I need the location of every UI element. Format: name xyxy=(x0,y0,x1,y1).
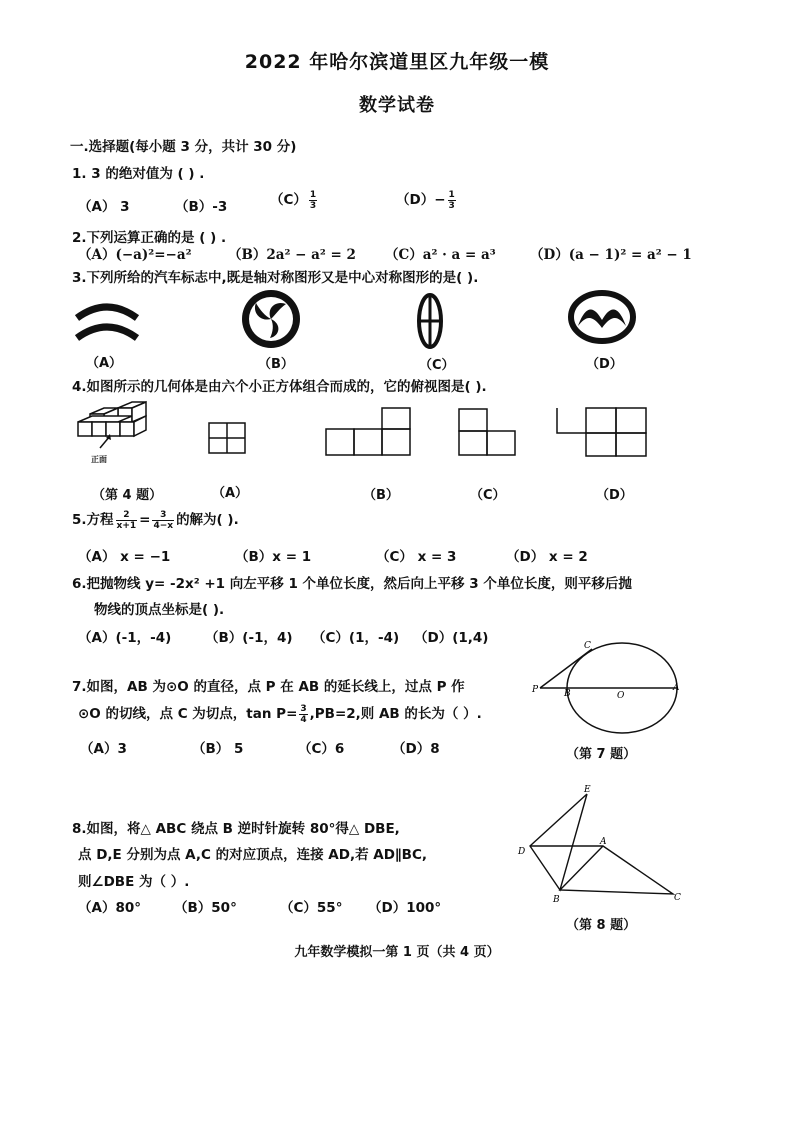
q1-d-denominator: 3 xyxy=(448,200,455,211)
q3-logo-b xyxy=(240,288,302,350)
q8-point-c: C xyxy=(674,893,681,903)
q3-label-b: （B） xyxy=(258,357,294,372)
q7-point-b: B xyxy=(564,689,571,699)
q8-point-a: A xyxy=(600,837,607,847)
q7-stem-line2-post: ,PB=2,则 AB 的长为（ ）. xyxy=(309,706,482,722)
q6-option-d: （D）(1,4) xyxy=(414,630,489,646)
q6-stem-line2: 物线的顶点坐标是( ). xyxy=(94,602,225,618)
q7-tan-den: 4 xyxy=(300,714,307,725)
q3-logo-a xyxy=(72,298,142,348)
q3-logo-d xyxy=(568,290,636,344)
q4-stem: 4.如图所示的几何体是由六个小正方体组合而成的，它的俯视图是( ). xyxy=(72,379,487,395)
q4-label-c: （C） xyxy=(470,488,506,503)
q1-stem: 1. 3 的绝对值为 ( ) . xyxy=(72,166,205,182)
q8-caption: （第 8 题） xyxy=(566,918,637,933)
q5-stem xyxy=(72,508,239,531)
page-footer: 九年数学模拟一第 1 页（共 4 页） xyxy=(294,945,500,960)
q7-point-a: A xyxy=(673,683,680,693)
q1-option-c-label: （C） xyxy=(270,192,307,208)
q5-option-c: （C） x = 3 xyxy=(376,549,457,565)
page-title: 2022 年哈尔滨道里区九年级一模 xyxy=(244,51,550,73)
q2-option-d: （D）(a − 1)² = a² − 1 xyxy=(530,247,692,263)
q4-label-a: （A） xyxy=(212,486,249,501)
q7-point-p: P xyxy=(532,685,539,695)
q3-label-a: （A） xyxy=(86,356,123,371)
q5-frac2-num: 3 xyxy=(152,510,174,521)
q1-option-b: （B）-3 xyxy=(175,199,228,215)
q4-view-b xyxy=(325,407,415,457)
q2-option-c: （C）a² · a = a³ xyxy=(385,247,496,263)
q6-option-a: （A）(-1，-4) xyxy=(78,630,172,646)
q5-frac1-num: 2 xyxy=(116,510,138,521)
q4-view-c xyxy=(458,408,518,458)
q4-view-a xyxy=(208,422,248,456)
q5-option-b: （B）x = 1 xyxy=(235,549,312,565)
q7-stem-line1: 7.如图，AB 为⊙O 的直径，点 P 在 AB 的延长线上，过点 P 作 xyxy=(72,679,465,695)
q7-option-b: （B） 5 xyxy=(192,741,244,757)
q4-label-d: （D） xyxy=(596,488,633,503)
q5-frac2-den: 4−x xyxy=(153,520,174,531)
q5-option-a: （A） x = −1 xyxy=(78,549,171,565)
q8-option-c: （C）55° xyxy=(280,900,343,916)
q1-c-numerator: 1 xyxy=(309,189,317,200)
q6-option-b: （B）(-1，4) xyxy=(205,630,293,646)
q8-point-d: D xyxy=(518,847,526,857)
q3-stem: 3.下列所给的汽车标志中,既是轴对称图形又是中心对称图形的是( ). xyxy=(72,270,479,286)
q8-option-a: （A）80° xyxy=(78,900,141,916)
q7-stem-line2 xyxy=(78,702,482,725)
q8-stem-line3: 则∠DBE 为（ ）. xyxy=(78,874,190,890)
q7-tan-num: 3 xyxy=(300,703,307,714)
q1-c-denominator: 3 xyxy=(309,200,317,211)
q4-caption: （第 4 题） xyxy=(92,488,163,503)
q7-option-c: （C）6 xyxy=(298,741,345,757)
q5-equals: = xyxy=(139,512,151,528)
q1-option-c xyxy=(270,188,319,211)
q3-label-d: （D） xyxy=(586,357,623,372)
q2-option-a: （A）(−a)²=−a² xyxy=(78,247,192,263)
q7-stem-line2-pre: ⊙O 的切线，点 C 为切点，tan P= xyxy=(78,706,298,722)
q3-label-c: （C） xyxy=(419,358,455,373)
q5-stem-pre: 5.方程 xyxy=(72,512,114,528)
q5-option-d: （D） x = 2 xyxy=(506,549,588,565)
q7-circle-figure xyxy=(530,640,690,740)
q7-option-d: （D）8 xyxy=(392,741,440,757)
q4-solid-figure xyxy=(74,400,154,470)
q7-option-a: （A）3 xyxy=(80,741,127,757)
section-heading: 一.选择题(每小题 3 分，共计 30 分) xyxy=(70,139,297,155)
q8-stem-line1: 8.如图，将△ ABC 绕点 B 逆时针旋转 80°得△ DBE, xyxy=(72,821,400,837)
q3-logo-c xyxy=(415,292,445,350)
q8-triangle-figure xyxy=(510,784,690,912)
q4-front-label: 正面 xyxy=(91,455,107,464)
q7-point-o: O xyxy=(617,691,625,701)
q1-d-numerator: 1 xyxy=(448,189,455,200)
q6-stem-line1: 6.把抛物线 y= -2x² +1 向左平移 1 个单位长度，然后向上平移 3 个单位长度，则平移后抛 xyxy=(72,576,632,592)
q7-point-c: C xyxy=(584,641,591,651)
q8-option-d: （D）100° xyxy=(368,900,442,916)
q8-option-b: （B）50° xyxy=(174,900,237,916)
q8-point-e: E xyxy=(584,785,591,795)
q5-frac1-den: x+1 xyxy=(116,520,137,531)
q4-view-d xyxy=(556,406,651,458)
q6-option-c: （C）(1，-4) xyxy=(312,630,400,646)
q1-option-d xyxy=(396,188,458,211)
q2-option-b: （B）2a² − a² = 2 xyxy=(228,247,356,263)
q2-stem: 2.下列运算正确的是 ( ) . xyxy=(72,230,227,246)
q1-option-d-label: （D）− xyxy=(396,192,446,208)
q8-stem-line2: 点 D,E 分别为点 A,C 的对应顶点，连接 AD,若 AD∥BC, xyxy=(78,847,428,863)
q1-option-a: （A） 3 xyxy=(78,199,130,215)
q8-point-b: B xyxy=(553,895,560,905)
q5-stem-post: 的解为( ). xyxy=(176,512,239,528)
page-subtitle: 数学试卷 xyxy=(359,95,435,116)
q7-caption: （第 7 题） xyxy=(566,747,637,762)
q4-label-b: （B） xyxy=(363,488,399,503)
